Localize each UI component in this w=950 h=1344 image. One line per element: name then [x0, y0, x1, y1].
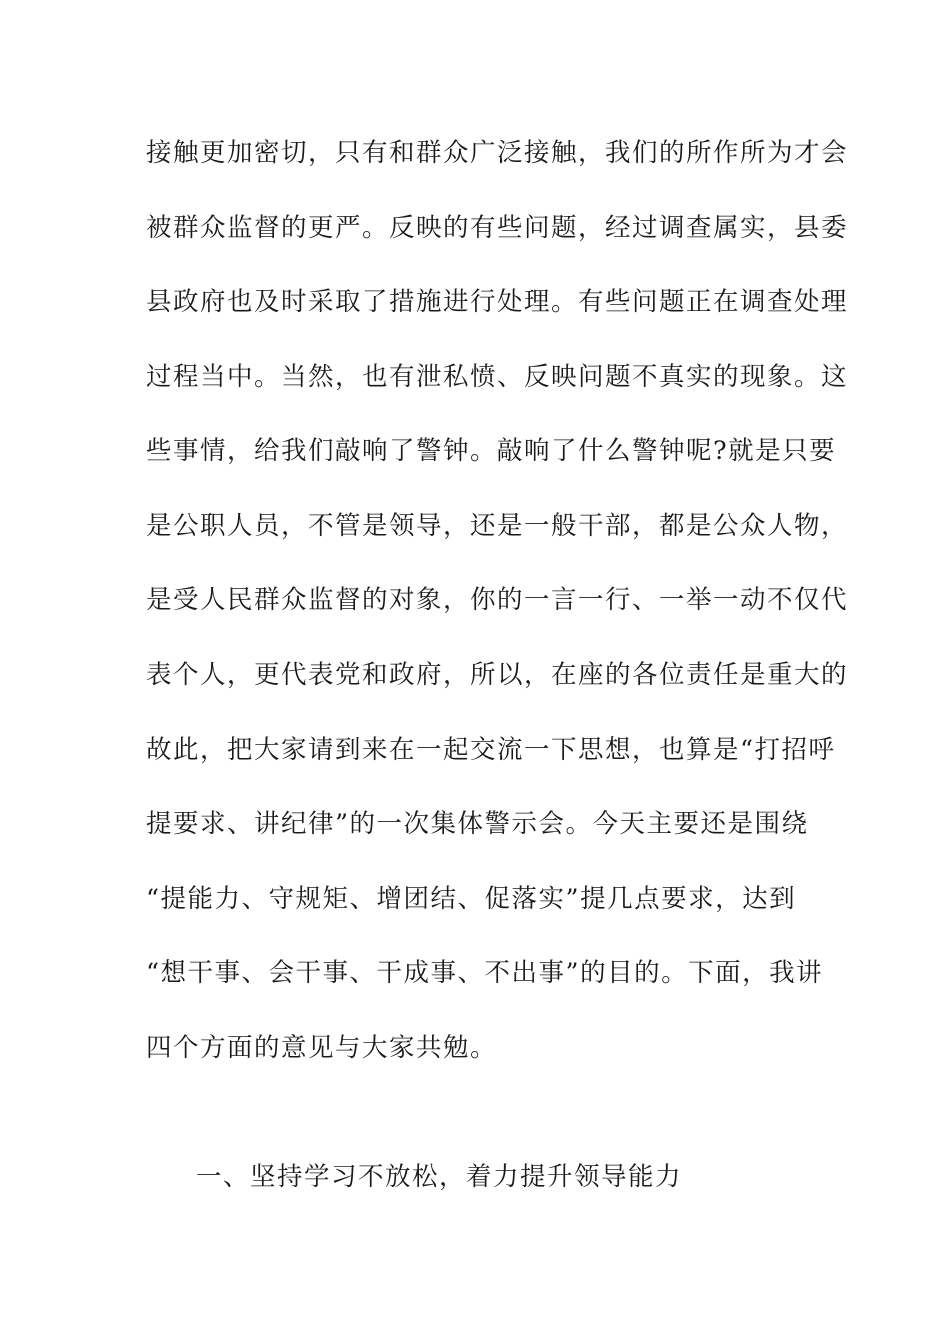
- section-heading: 一、坚持学习不放松，着力提升领导能力: [196, 1162, 683, 1192]
- body-text-line: 提要求、讲纪律”的一次集体警示会。今天主要还是围绕: [146, 809, 809, 839]
- body-text-line: 被群众监督的更严。反映的有些问题，经过调查属实，县委: [146, 213, 849, 243]
- body-text-line: “想干事、会干事、干成事、不出事”的目的。下面，我讲: [146, 958, 824, 988]
- body-text-line: 接触更加密切，只有和群众广泛接触，我们的所作所为才会: [146, 138, 849, 168]
- body-text-line: 表个人，更代表党和政府，所以，在座的各位责任是重大的: [146, 660, 849, 690]
- body-text-line: 四个方面的意见与大家共勉。: [146, 1033, 498, 1063]
- body-text-line: 是受人民群众监督的对象，你的一言一行、一举一动不仅代: [146, 585, 849, 615]
- body-text-line: 是公职人员，不管是领导，还是一般干部，都是公众人物，: [146, 511, 849, 541]
- body-text-line: 县政府也及时采取了措施进行处理。有些问题正在调查处理: [146, 287, 849, 317]
- body-text-line: 过程当中。当然，也有泄私愤、反映问题不真实的现象。这: [146, 362, 849, 392]
- body-text-line: 些事情，给我们敲响了警钟。敲响了什么警钟呢?就是只要: [146, 436, 837, 466]
- body-text-line: “提能力、守规矩、增团结、促落实”提几点要求，达到: [146, 884, 797, 914]
- body-text-line: 故此，把大家请到来在一起交流一下思想，也算是“打招呼: [146, 735, 836, 765]
